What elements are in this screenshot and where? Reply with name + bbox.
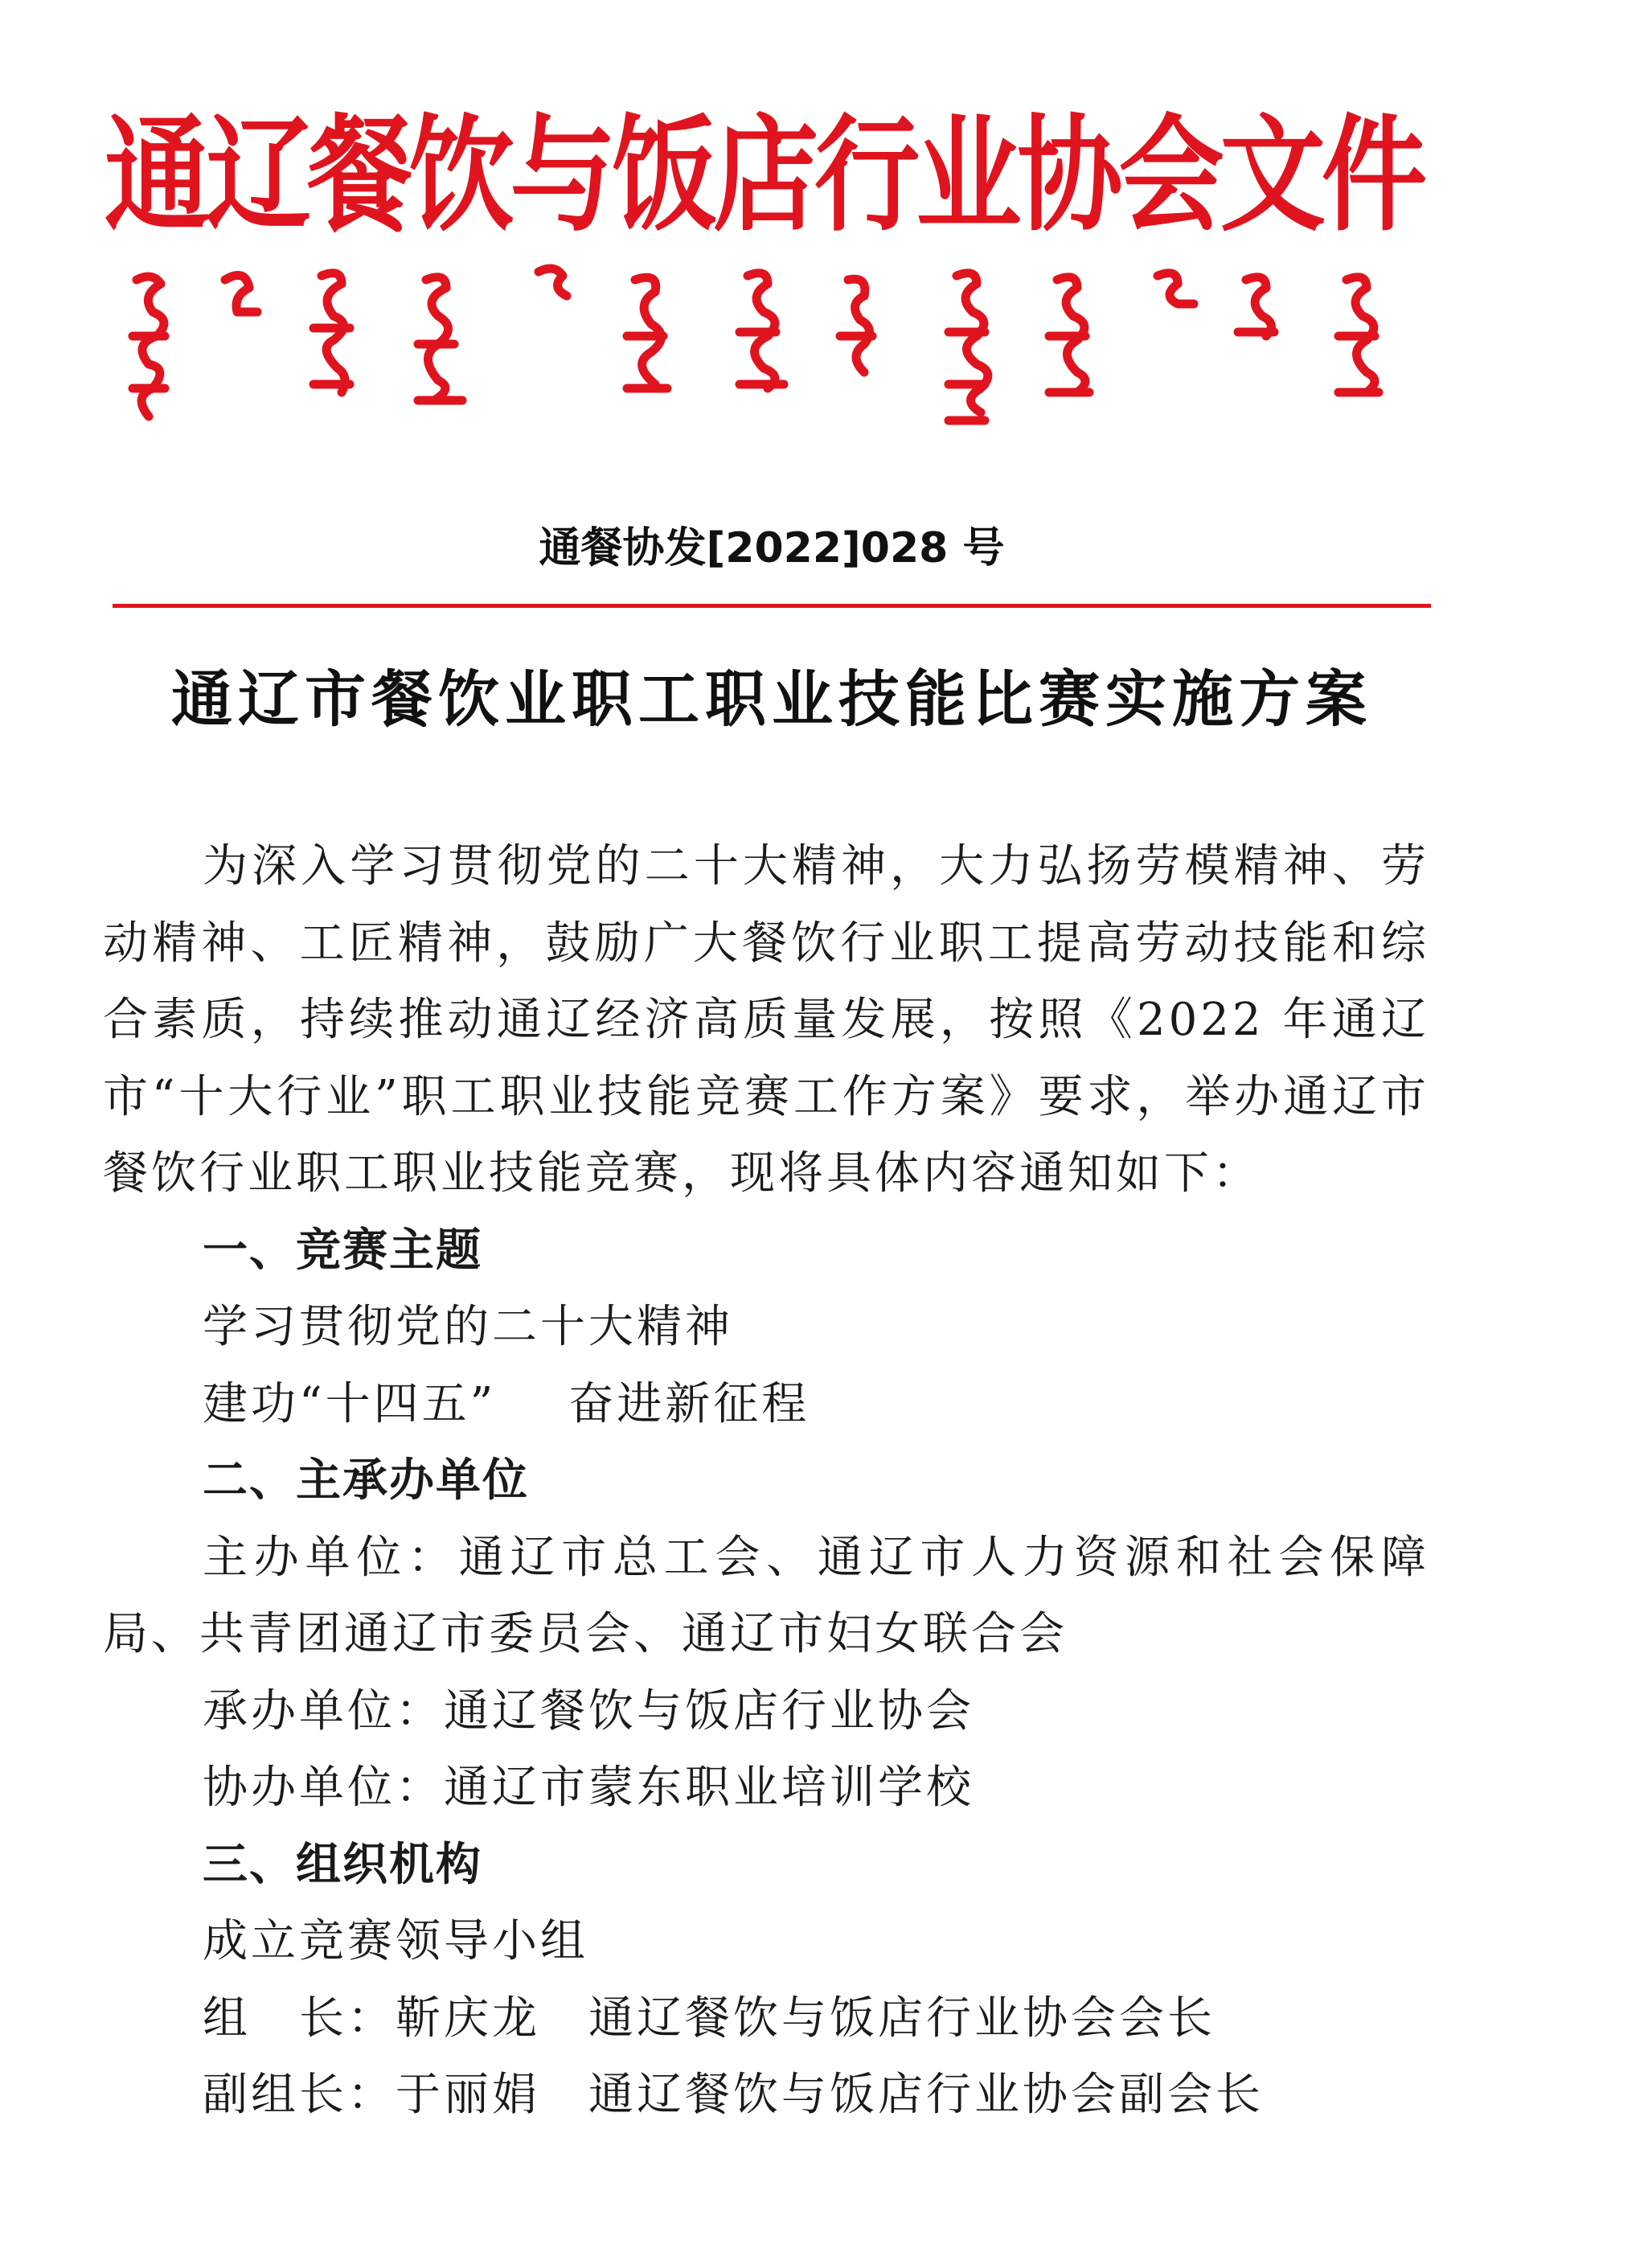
document-number: 通餐协发[2022]028 号: [539, 524, 1005, 572]
masthead-title: 通辽餐饮与饭店行业协会文件: [105, 102, 1423, 248]
member-name: 于丽娟: [396, 2069, 540, 2121]
theme-line: 学习贯彻党的二十大精神: [203, 1301, 733, 1353]
member-row: [103, 1980, 1429, 2057]
document-title: 通辽市餐饮业职工职业技能比赛实施方案: [171, 663, 1372, 735]
theme-line: [103, 1366, 1429, 1443]
section-heading-organization: 三、组织机构: [203, 1838, 482, 1891]
member-row: [103, 2057, 1429, 2134]
member-role: 组 长：: [203, 1992, 396, 2045]
member-title: 通辽餐饮与饭店行业协会会长: [588, 1992, 1215, 2045]
member-role: 副组长：: [203, 2069, 396, 2121]
organizer-unit: 承办单位：通辽餐饮与饭店行业协会: [203, 1684, 974, 1737]
mongolian-script-logo: [105, 256, 1423, 433]
theme-line-part: 奋进新征程: [568, 1377, 810, 1430]
red-divider: [113, 604, 1431, 608]
leadership-group-intro: 成立竞赛领导小组: [203, 1915, 588, 1967]
co-organizer-unit: 协办单位：通辽市蒙东职业培训学校: [203, 1762, 974, 1814]
host-units: 主办单位：通辽市总工会、通辽市人力资源和社会保障局、共青团通辽市委员会、通辽市妇女联合会: [103, 1531, 1429, 1660]
intro-paragraph: 为深入学习贯彻党的二十大精神，大力弘扬劳模精神、劳动精神、工匠精神，鼓励广大餐饮行业职工提高劳动技能和综合素质，持续推动通辽经济高质量发展，按照《2022 年通辽市“十大行业”职工职业技能竞赛工作方案》要求，举办通辽市餐饮行业职工职业技能竞赛，现将具体内容通知如下：: [103, 840, 1429, 1200]
theme-line-part: 建功“十四五”: [203, 1377, 497, 1430]
document-body: [103, 828, 1429, 2134]
member-title: 通辽餐饮与饭店行业协会副会长: [588, 2069, 1264, 2121]
member-name: 靳庆龙: [396, 1992, 540, 2045]
section-heading-theme: 一、竞赛主题: [203, 1224, 482, 1277]
section-heading-units: 二、主承办单位: [203, 1454, 529, 1507]
